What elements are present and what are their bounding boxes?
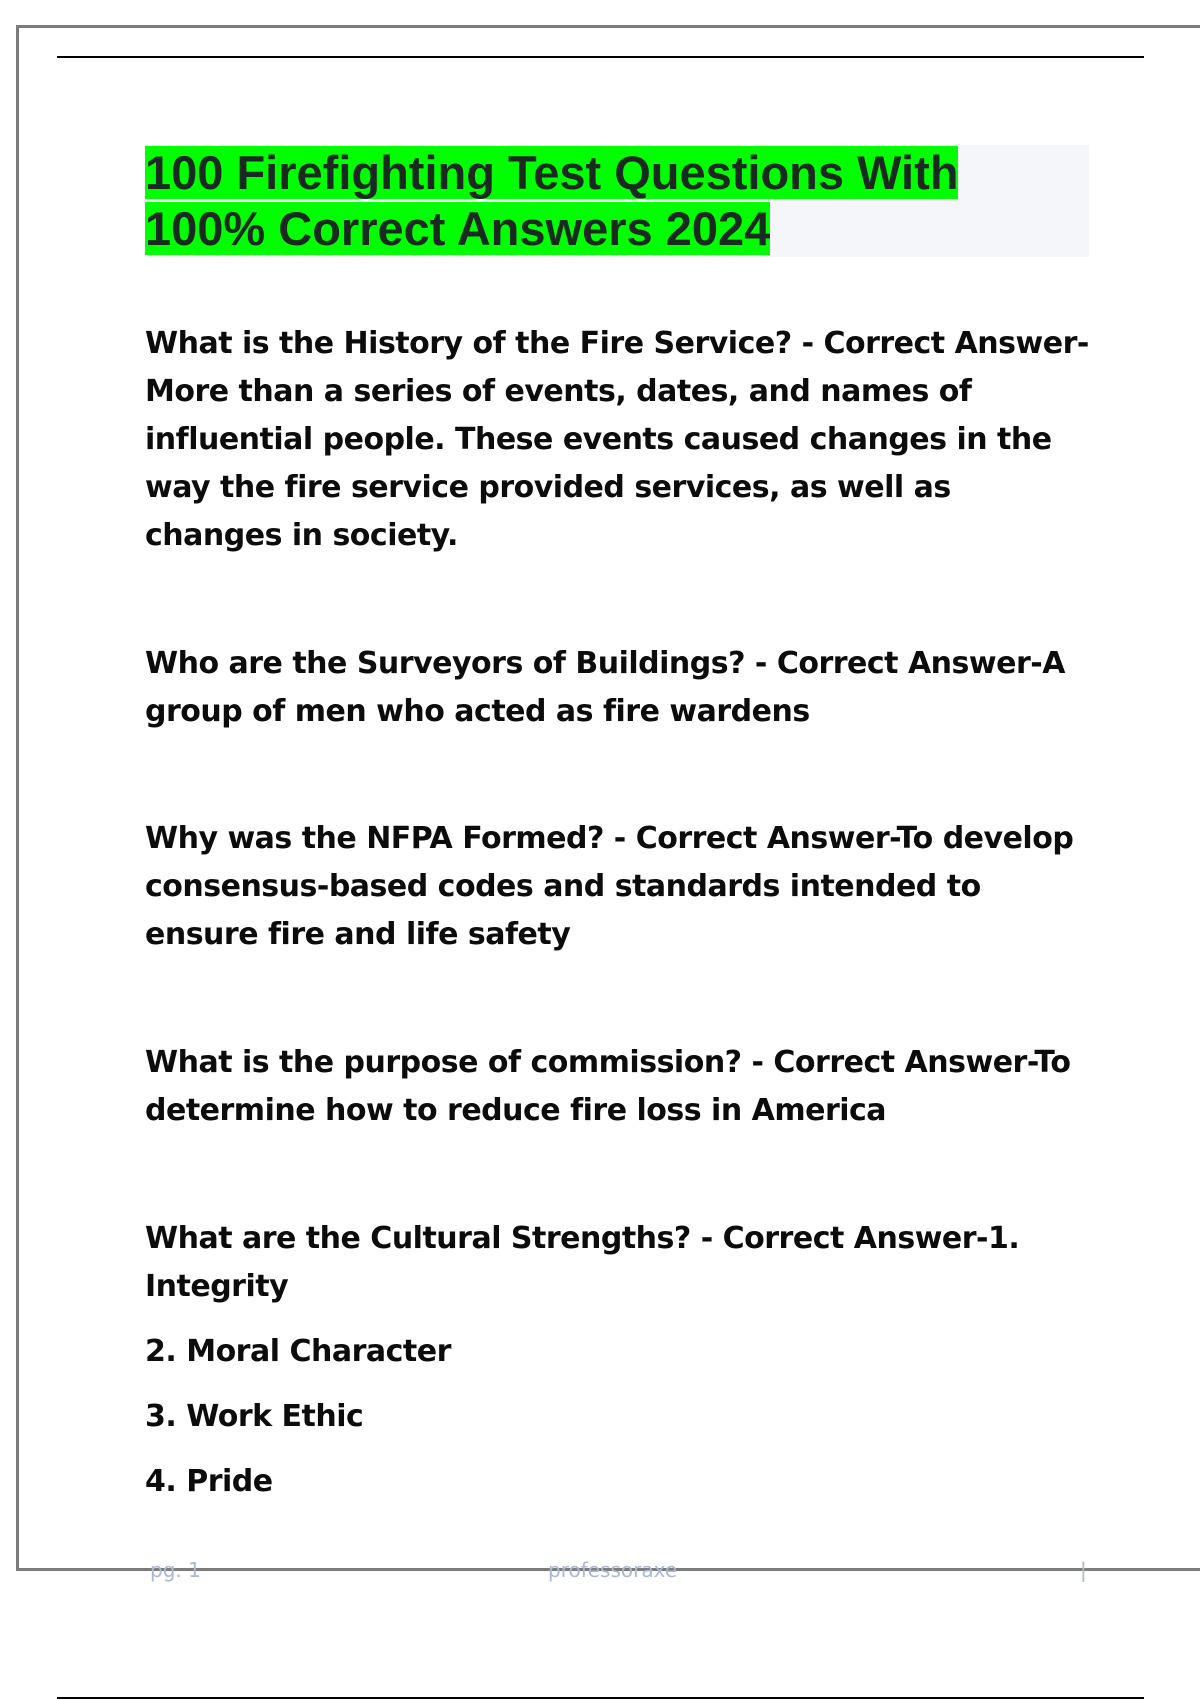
document-title [145, 145, 1089, 257]
answer-list-item: 4. Pride [145, 1464, 273, 1499]
title-line-2: 100% Correct Answers 2024 [145, 202, 771, 255]
title-line-1: 100 Firefighting Test Questions With [145, 146, 959, 199]
question-list [145, 320, 1095, 1506]
question-answer-1: What is the History of the Fire Service? - Correct Answer-More than a series of events, dates, and names of influential people. These events caused changes in the way the fire service provided services, as well as changes in society. [145, 326, 1089, 553]
question-answer-4: What is the purpose of commission? - Correct Answer-To determine how to reduce fire loss in America [145, 1045, 1071, 1128]
footer-watermark: professoraxe [548, 1558, 678, 1582]
question-answer-5: What are the Cultural Strengths? - Correct Answer-1. Integrity [145, 1221, 1020, 1304]
footer-separator: | [1080, 1558, 1087, 1582]
page-footer [0, 1558, 1200, 1588]
question-answer-3: Why was the NFPA Formed? - Correct Answer-To develop consensus-based codes and standards intended to ensure fire and life safety [145, 821, 1074, 952]
footer-page-number: pg. 1 [150, 1558, 201, 1582]
answer-list-item: 3. Work Ethic [145, 1399, 364, 1434]
header-rule [57, 56, 1144, 58]
bottom-rule [57, 1697, 1144, 1699]
answer-list-item: 2. Moral Character [145, 1334, 451, 1369]
question-answer-2: Who are the Surveyors of Buildings? - Correct Answer-A group of men who acted as fire wardens [145, 646, 1065, 729]
